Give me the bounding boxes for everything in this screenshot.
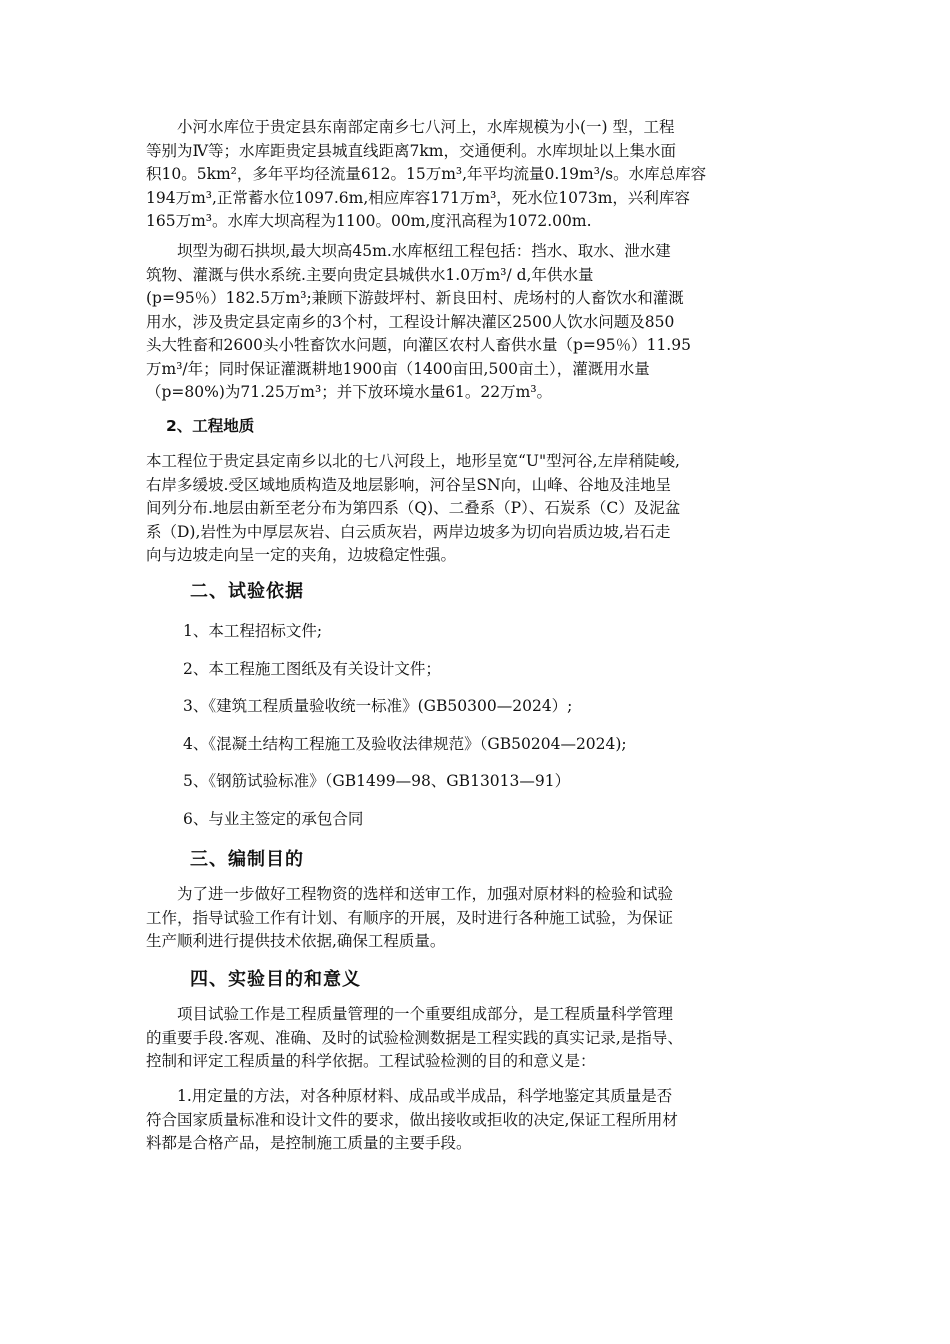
basis-item: 3、《建筑工程质量验收统一标准》(GB50300—2024）; bbox=[183, 697, 573, 715]
significance-point-1 bbox=[146, 1085, 811, 1156]
basis-item: 2、本工程施工图纸及有关设计文件； bbox=[183, 660, 441, 678]
text-line: 料都是合格产品，是控制施工质量的主要手段。 bbox=[146, 1134, 472, 1152]
text-line: 165万m³。水库大坝高程为1100。00m,度汛高程为1072.00m. bbox=[146, 212, 592, 230]
purpose-paragraph bbox=[146, 883, 811, 954]
text-line: 工作，指导试验工作有计划、有顺序的开展，及时进行各种施工试验，为保证 bbox=[146, 908, 674, 927]
text-line: 筑物、灌溉与供水系统.主要向贵定县城供水1.0万m³/ d,年供水量 bbox=[146, 265, 594, 284]
text-line: 本工程位于贵定县定南乡以北的七八河段上，地形呈宽“U"型河谷,左岸稍陡峻, bbox=[146, 452, 680, 470]
text-line: 积10。5km²，多年平均径流量612。15万m³,年平均流量0.19m³/s。水库总库容 bbox=[146, 165, 707, 183]
intro-paragraph bbox=[146, 116, 811, 234]
text-line: 生产顺利进行提供技术依据,确保工程质量。 bbox=[146, 932, 446, 950]
text-line: 1.用定量的方法，对各种原材料、成品或半成品，科学地鉴定其质量是否 bbox=[146, 1087, 673, 1105]
significance-heading: 四、实验目的和意义 bbox=[190, 969, 361, 990]
basis-item: 1、本工程招标文件; bbox=[183, 622, 323, 640]
text-line: 万m³/年；同时保证灌溉耕地1900亩（1400亩田,500亩土），灌溉用水量 bbox=[146, 359, 650, 378]
text-line: 向与边坡走向呈一定的夹角，边坡稳定性强。 bbox=[146, 546, 457, 564]
text-line: (p=95％）182.5万m³;兼顾下游鼓坪村、新良田村、虎场村的人畜饮水和灌溉 bbox=[146, 289, 684, 307]
basis-item: 5、《钢筋试验标准》（GB1499—98、GB13013—91） bbox=[183, 772, 571, 790]
text-line: 符合国家质量标准和设计文件的要求，做出接收或拒收的决定,保证工程所用材 bbox=[146, 1110, 678, 1129]
text-line: 头大牲畜和2600头小牲畜饮水问题，向灌区农村人畜供水量（p=95％）11.95 bbox=[146, 336, 691, 354]
text-line: （p=80%)为71.25万m³；并下放环境水量61。22万m³。 bbox=[146, 383, 553, 401]
text-line: 等别为Ⅳ等；水库距贵定县城直线距离7km，交通便利。水库坝址以上集水面 bbox=[146, 141, 676, 160]
text-line: 用水，涉及贵定县定南乡的3个村，工程设计解决灌区2500人饮水问题及850 bbox=[146, 312, 675, 331]
text-line: 坝型为砌石拱坝,最大坝高45m.水库枢纽工程包括：挡水、取水、泄水建 bbox=[146, 242, 671, 260]
basis-item: 4、《混凝土结构工程施工及验收法律规范》（GB50204—2024); bbox=[183, 735, 627, 753]
basis-heading: 二、试验依据 bbox=[190, 581, 304, 602]
text-line: 项目试验工作是工程质量管理的一个重要组成部分，是工程质量科学管理 bbox=[146, 1005, 674, 1023]
significance-paragraph bbox=[146, 1003, 811, 1074]
text-line: 194万m³,正常蓄水位1097.6m,相应库容171万m³，死水位1073m，兴利库容 bbox=[146, 188, 690, 207]
text-line: 右岸多缓坡.受区域地质构造及地层影响，河谷呈SN向，山峰、谷地及洼地呈 bbox=[146, 475, 672, 494]
text-line: 控制和评定工程质量的科学依据。工程试验检测的目的和意义是： bbox=[146, 1052, 596, 1070]
basis-item: 6、与业主签定的承包合同 bbox=[183, 810, 364, 828]
dam-paragraph bbox=[146, 240, 811, 405]
text-line: 系（D),岩性为中厚层灰岩、白云质灰岩，两岸边坡多为切向岩质边坡,岩石走 bbox=[146, 522, 671, 541]
text-line: 间列分布.地层由新至老分布为第四系（Q)、二叠系（P）、石炭系（C）及泥盆 bbox=[146, 499, 681, 517]
geology-paragraph bbox=[146, 450, 811, 568]
text-line: 小河水库位于贵定县东南部定南乡七八河上，水库规模为小(一) 型，工程 bbox=[146, 118, 675, 136]
text-line: 的重要手段.客观、准确、及时的试验检测数据是工程实践的真实记录,是指导、 bbox=[146, 1028, 683, 1047]
purpose-heading: 三、编制目的 bbox=[190, 849, 304, 870]
text-line: 为了进一步做好工程物资的选样和送审工作，加强对原材料的检验和试验 bbox=[146, 885, 674, 903]
geology-heading: 2、工程地质 bbox=[166, 417, 255, 435]
